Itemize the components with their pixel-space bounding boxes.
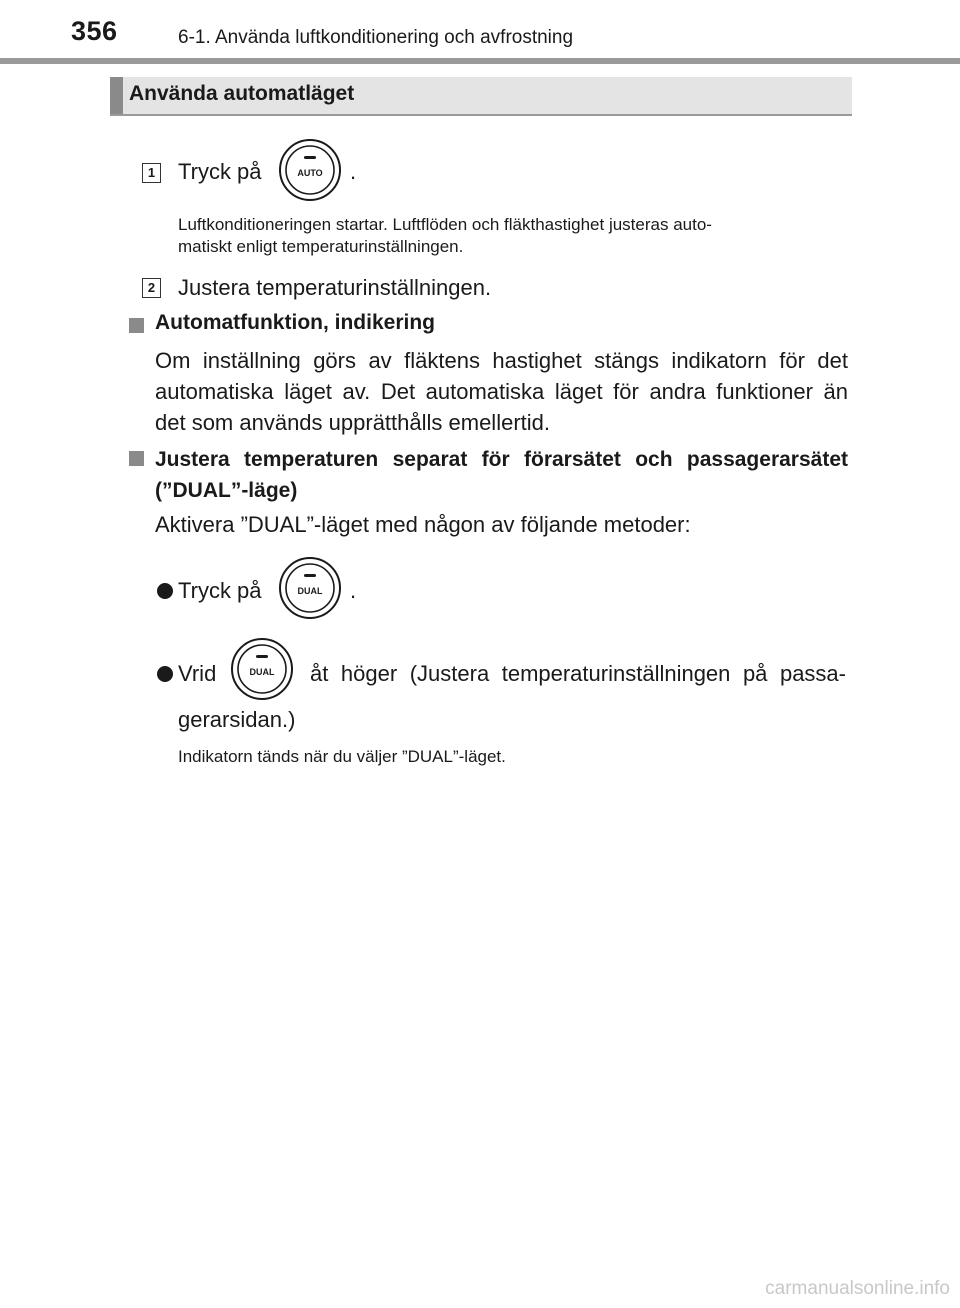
dual-intro: Aktivera ”DUAL”-läget med någon av följande metoder: — [155, 512, 691, 537]
dual-bullet1-text: Tryck på — [178, 578, 262, 603]
dual-note: Indikatorn tänds när du väljer ”DUAL”-läget. — [178, 747, 506, 766]
dual-button-icon — [278, 556, 342, 620]
dual-button-label: DUAL — [297, 586, 323, 596]
dual-dial-icon — [230, 637, 294, 701]
dual-bullet1-period: . — [350, 578, 357, 603]
header-rule — [0, 58, 960, 64]
dual-bullet2-text: Vrid — [178, 661, 217, 686]
section-accent — [110, 77, 123, 114]
round-bullet-icon — [157, 583, 173, 599]
section-title: Använda automatläget — [129, 82, 355, 105]
dual-heading-line1: Justera temperaturen separat för förarsätet och passagerarsätet — [155, 448, 848, 471]
step-number-2: 2 — [142, 278, 161, 298]
dual-heading-line2: (”DUAL”-läge) — [155, 479, 298, 502]
auto-button-label: AUTO — [297, 168, 323, 178]
step-1-period: . — [350, 159, 357, 184]
watermark: carmanualsonline.info — [765, 1278, 950, 1299]
step-1-note-line1: Luftkonditioneringen startar. Luftflöden och fläkthastighet justeras auto- — [178, 215, 712, 234]
auto-indicator-heading: Automatfunktion, indikering — [155, 311, 435, 334]
square-bullet-icon — [129, 451, 144, 466]
page-number: 356 — [71, 16, 118, 46]
square-bullet-icon — [129, 318, 144, 333]
step-2-text: Justera temperaturinställningen. — [178, 275, 492, 300]
step-1-text: Tryck på — [178, 159, 262, 184]
round-bullet-icon — [157, 666, 173, 682]
dual-heading — [155, 444, 848, 506]
auto-indicator-line3: det som används upprätthålls emellertid. — [155, 410, 550, 435]
dual-bullet2-continuation: åt höger (Justera temperaturinställningen på passa- — [310, 661, 846, 686]
auto-button-icon — [278, 138, 342, 202]
dual-bullet2-line2: gerarsidan.) — [178, 707, 296, 732]
section-header — [110, 77, 852, 116]
dual-dial-label: DUAL — [249, 667, 275, 677]
auto-indicator-line1: Om inställning görs av fläktens hastighet stängs indikatorn för det — [155, 348, 848, 373]
auto-indicator-paragraph — [155, 345, 848, 438]
step-number-1: 1 — [142, 163, 161, 183]
chapter-title: 6-1. Använda luftkonditionering och avfrostning — [178, 27, 574, 48]
step-1-note-line2: matiskt enligt temperaturinställningen. — [178, 237, 464, 256]
auto-indicator-line2: automatiska läget av. Det automatiska läget för andra funktioner än — [155, 379, 848, 404]
